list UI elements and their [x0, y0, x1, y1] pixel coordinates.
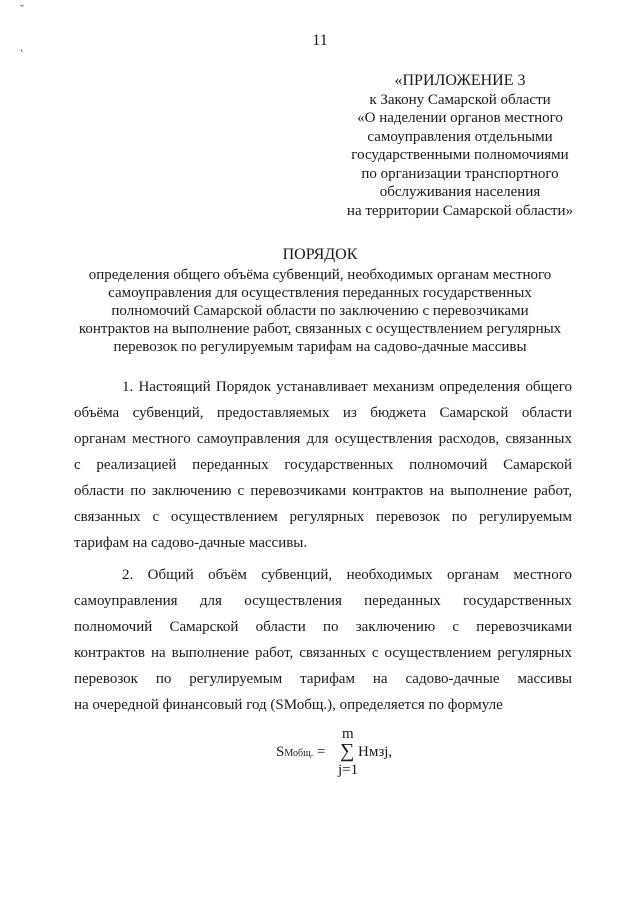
formula-lhs [276, 744, 326, 761]
paragraph-line: на очередной финансовый год (SМобщ.), определяется по формуле [74, 697, 503, 713]
appendix-line: к Закону Самарской области [369, 91, 551, 108]
scan-mark: ˇ [20, 2, 24, 16]
formula-lhs-subscript: Мобщ. [284, 748, 314, 759]
paragraph-1 [74, 374, 572, 556]
formula-lhs-symbol: S [276, 744, 285, 760]
title-line: полномочий Самарской области по заключению с перевозчиками [111, 303, 529, 319]
sum-symbol: ∑ [340, 740, 355, 762]
appendix-line: обслуживания населения [379, 184, 541, 200]
scan-mark: ˛ [20, 38, 24, 52]
title-line: контрактов на выполнение работ, связанных с осуществлением регулярных [78, 321, 562, 337]
appendix-line: государственными полномочиями [351, 147, 569, 163]
title-line: определения общего объёма субвенций, необходимых органам местного [88, 267, 552, 283]
paragraph-line: 2. Общий объём субвенций, необходимых органам местного [122, 567, 572, 583]
appendix-line: «О наделении органов местного [357, 110, 563, 126]
formula-lower-limit: j=1 [338, 762, 359, 778]
formula-upper-limit: m [342, 726, 354, 742]
paragraph-line: с реализацией переданных государственных полномочий Самарской [74, 457, 572, 473]
subvention-formula [276, 726, 416, 786]
appendix-line: самоуправления отдельными [367, 128, 553, 145]
title-heading: ПОРЯДОК [282, 246, 358, 263]
paragraph-line: связанных с осуществлением регулярных перевозок по регулируемым [74, 509, 572, 525]
formula-term: Нмзj, [358, 744, 393, 760]
formula-equals: = [317, 744, 326, 760]
appendix-line: на территории Самарской области» [346, 202, 574, 219]
paragraph-line: перевозок по регулируемым тарифам на садово-дачные массивы [74, 671, 572, 687]
paragraph-line: тарифам на садово-дачные массивы. [74, 535, 308, 551]
paragraph-line: контрактов на выполнение работ, связанных с осуществлением регулярных [74, 645, 572, 661]
paragraph-line: 1. Настоящий Порядок устанавливает механизм определения общего [122, 379, 572, 395]
paragraph-line: самоуправления для осуществления переданных государственных [74, 593, 572, 609]
paragraph-2 [74, 562, 572, 718]
title-line: перевозок по регулируемым тарифам на садово-дачные массивы [113, 339, 527, 355]
paragraph-line: объёма субвенций, предоставляемых из бюджета Самарской области [74, 405, 572, 421]
title-line: самоуправления для осуществления переданных государственных [108, 285, 532, 301]
appendix-header [340, 72, 580, 220]
paragraph-line: органам местного самоуправления для осуществления расходов, связанных [74, 431, 572, 447]
appendix-line: по организации транспортного [361, 165, 559, 182]
document-title [40, 246, 600, 356]
paragraph-line: полномочий Самарской области по заключению с перевозчиками [74, 619, 572, 635]
page-number: 11 [312, 32, 328, 49]
paragraph-line: области по заключению с перевозчиками контрактов на выполнение работ, [74, 483, 572, 499]
appendix-line: «ПРИЛОЖЕНИЕ 3 [394, 72, 526, 89]
